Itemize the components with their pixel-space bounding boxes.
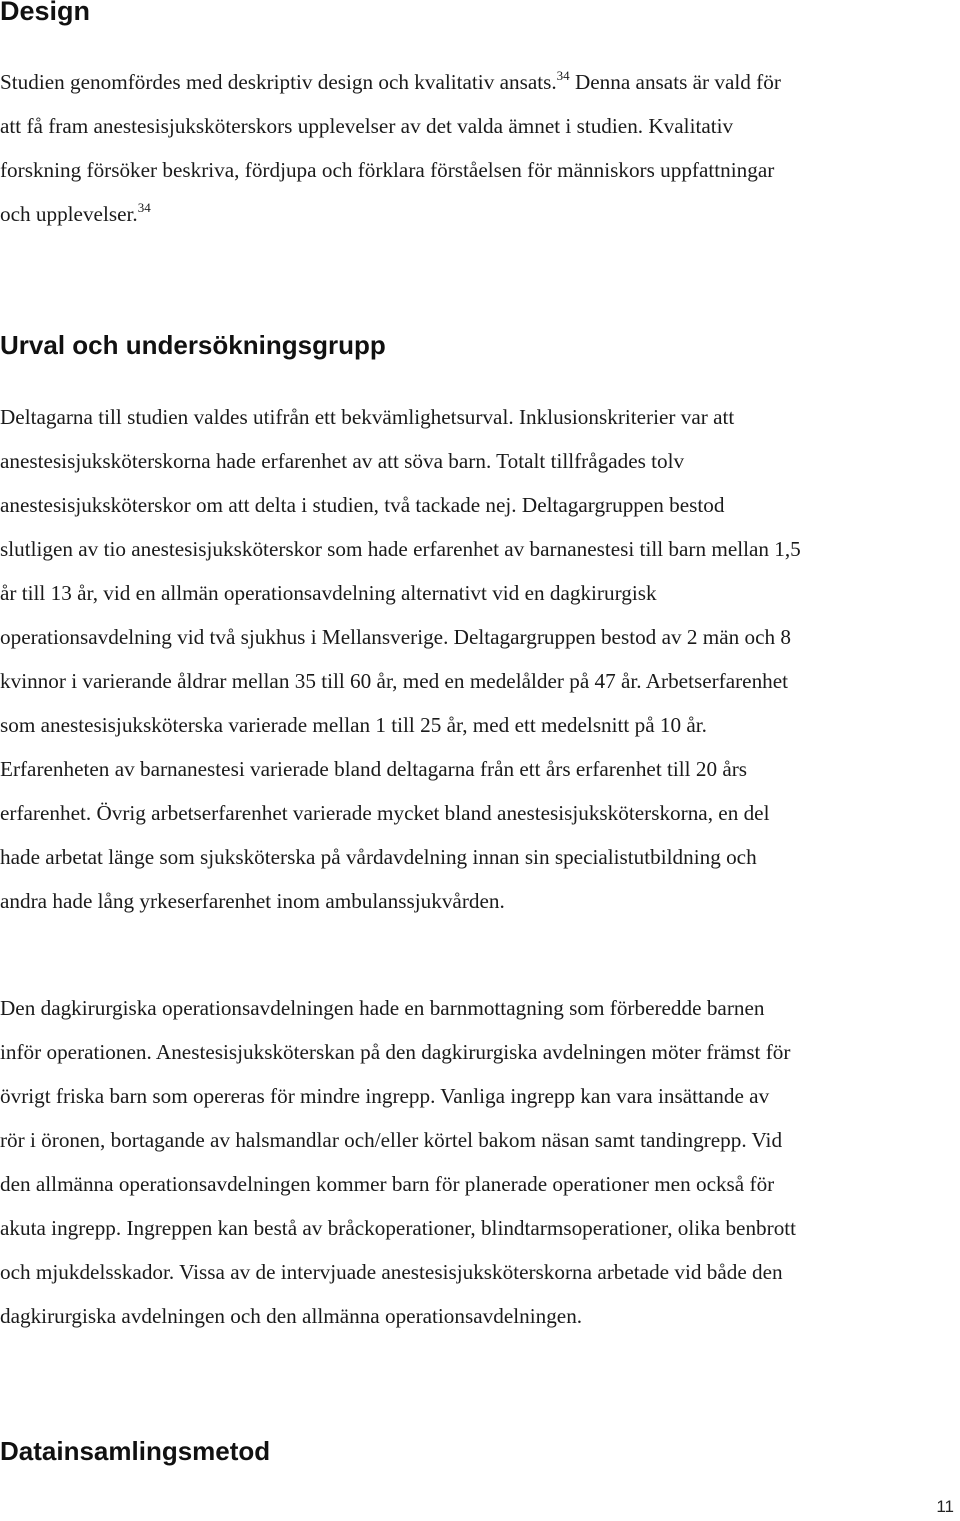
paragraph-line: Studien genomfördes med deskriptiv design och kvalitativ ansats.$^{34}$ Denna ansats är vald för [0, 68, 781, 94]
paragraph-urval-2 [0, 986, 960, 1338]
footnote-reference: 34 [556, 68, 570, 83]
heading-urval: Urval och undersökningsgrupp [0, 330, 386, 360]
paragraph-line: Erfarenheten av barnanestesi varierade bland deltagarna från ett års erfarenhet till 20 års [0, 757, 748, 781]
heading-design: Design [0, 0, 91, 26]
heading-datainsamlingsmetod: Datainsamlingsmetod [0, 1436, 271, 1466]
paragraph-line: akuta ingrepp. Ingreppen kan bestå av bråckoperationer, blindtarmsoperationer, olika benbrott [0, 1216, 797, 1240]
paragraph-line: år till 13 år, vid en allmän operationsavdelning alternativt vid en dagkirurgisk [0, 581, 657, 605]
page-number: 11 [936, 1497, 954, 1516]
paragraph-line: dagkirurgiska avdelningen och den allmänna operationsavdelningen. [0, 1304, 583, 1328]
paragraph-line: forskning försöker beskriva, fördjupa och förklara förståelsen för människors uppfattningar [0, 158, 775, 182]
paragraph-line: rör i öronen, bortagande av halsmandlar och/eller körtel bakom näsan samt tandingrepp. Vid [0, 1128, 783, 1152]
paragraph-line: kvinnor i varierande åldrar mellan 35 till 60 år, med en medelålder på 47 år. Arbetserfarenhet [0, 669, 789, 693]
paragraph-line: operationsavdelning vid två sjukhus i Mellansverige. Deltagargruppen bestod av 2 män och 8 [0, 625, 792, 649]
paragraph-line: och upplevelser.$^{34}$ [0, 200, 151, 226]
paragraph-urval-1 [0, 395, 960, 923]
paragraph-line: andra hade lång yrkeserfarenhet inom ambulanssjukvården. [0, 889, 505, 913]
paragraph-line: anestesisjuksköterskorna hade erfarenhet av att söva barn. Totalt tillfrågades tolv [0, 449, 685, 473]
paragraph-line: Den dagkirurgiska operationsavdelningen hade en barnmottagning som förberedde barnen [0, 996, 765, 1020]
paragraph-line: Deltagarna till studien valdes utifrån ett bekvämlighetsurval. Inklusionskriterier var att [0, 405, 735, 429]
paragraph-line: inför operationen. Anestesisjuksköterskan på den dagkirurgiska avdelningen möter främst för [0, 1040, 791, 1064]
paragraph-line: som anestesisjuksköterska varierade mellan 1 till 25 år, med ett medelsnitt på 10 år. [0, 713, 707, 737]
paragraph-line: slutligen av tio anestesisjuksköterskor som hade erfarenhet av barnanestesi till barn mellan 1,5 [0, 537, 801, 561]
paragraph-design [0, 60, 960, 236]
paragraph-line: hade arbetat länge som sjuksköterska på vårdavdelning innan sin specialistutbildning och [0, 845, 757, 869]
paragraph-line: övrigt friska barn som opereras för mindre ingrepp. Vanliga ingrepp kan vara insättande av [0, 1084, 770, 1108]
paragraph-line: och mjukdelsskador. Vissa av de intervjuade anestesisjuksköterskorna arbetade vid både den [0, 1260, 783, 1284]
footnote-reference: 34 [137, 200, 151, 215]
paragraph-line: erfarenhet. Övrig arbetserfarenhet varierade mycket bland anestesisjuksköterskorna, en del [0, 801, 770, 825]
paragraph-line: anestesisjuksköterskor om att delta i studien, två tackade nej. Deltagargruppen bestod [0, 493, 725, 517]
paragraph-line: att få fram anestesisjuksköterskors upplevelser av det valda ämnet i studien. Kvalitativ [0, 114, 734, 138]
paragraph-line: den allmänna operationsavdelningen kommer barn för planerade operationer men också för [0, 1172, 775, 1196]
